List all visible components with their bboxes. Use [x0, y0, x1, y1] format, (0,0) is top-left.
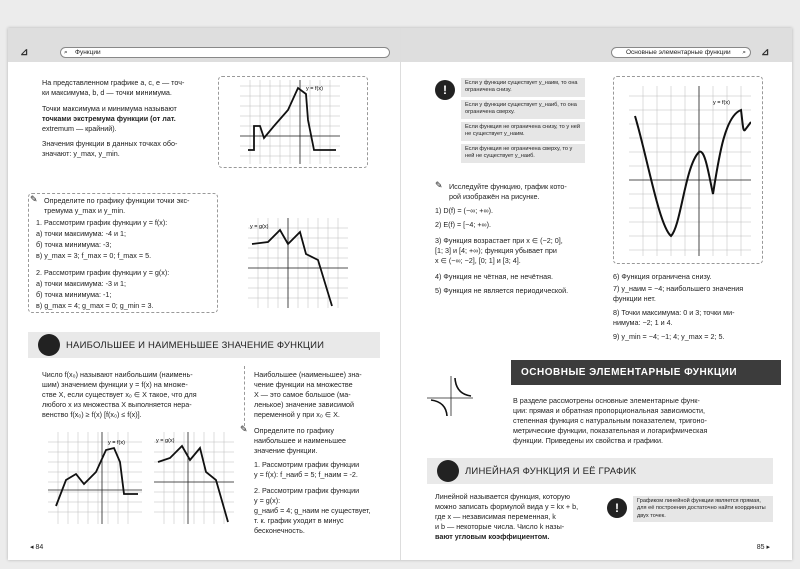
search-field-text: Основные элементарные функции: [626, 49, 731, 56]
result-item: 8) Точки максимума: 0 и 3; точки ми-: [613, 308, 735, 317]
linear-line: вают угловым коэффициентом.: [435, 532, 550, 541]
result-item: 3) Функция возрастает при x ∈ (−2; 0],: [435, 236, 563, 245]
task-item: 2. Рассмотрим график функции y = g(x):: [36, 268, 170, 277]
result-item: 4) Функция не чётная, не нечётная.: [435, 272, 554, 281]
side-note-rule: [244, 366, 248, 426]
result-item: 1) D(f) = (−∞; +∞).: [435, 206, 493, 215]
result-item: функции нет.: [613, 294, 656, 303]
extremum-line: extremum — крайний).: [42, 124, 117, 133]
section-band-linear: [427, 458, 773, 484]
result-item: 5) Функция не является периодической.: [435, 286, 569, 295]
note-box: [633, 496, 773, 522]
chapter-intro-line: ции: прямая и обратная пропорциональная зависимости,: [513, 406, 706, 415]
page-number-value: 84: [35, 543, 44, 551]
logo-icon: ⊿: [761, 47, 770, 58]
page-number: ◂ 84: [30, 543, 44, 551]
note-text: Если у функции существует y_наим, то она ограничена снизу.: [465, 80, 578, 94]
chapter-intro-line: функции. Приведены их свойства и графики.: [513, 436, 664, 445]
pencil-icon: ✎: [30, 194, 38, 204]
graph-explore: [629, 86, 751, 256]
graph-f-extrema: [240, 80, 340, 164]
exclamation-icon: !: [435, 80, 455, 100]
logo-icon: ⊿: [20, 47, 29, 58]
exclamation-icon: !: [607, 498, 627, 518]
result-item: нимума: −2; 1 и 4.: [613, 318, 673, 327]
definition-line: любого x из множества X выполняется нера-: [42, 400, 192, 409]
chapter-title-text: ОСНОВНЫЕ ЭЛЕМЕНТАРНЫЕ ФУНКЦИИ: [521, 367, 738, 378]
note-box: [461, 100, 585, 119]
values-line: значают: y_max, y_min.: [42, 149, 120, 158]
task2-line: Определите по графику: [254, 426, 334, 435]
result-item: 6) Функция ограничена снизу.: [613, 272, 712, 281]
task-item: а) точки максимума: -3 и 1;: [36, 279, 126, 288]
hyperbola-icon: [425, 374, 475, 418]
side-note-line: X — это самое большое (ма-: [254, 390, 351, 399]
values-line: Значения функции в данных точках обо-: [42, 139, 178, 148]
side-note-line: переменной y при x₀ ∈ X.: [254, 410, 340, 419]
left-page: [8, 28, 400, 560]
task2-item: бесконечность.: [254, 526, 305, 535]
result-item: x ∈ (−∞; −2], [0; 1] и [3; 4].: [435, 256, 521, 265]
note-box: [461, 122, 585, 141]
explore-line: Исследуйте функцию, график кото-: [449, 182, 567, 191]
graph-f-label: y = f(x): [306, 86, 323, 92]
graph-f-label: y = f(x): [108, 440, 125, 446]
search-field-text: Функции: [75, 49, 101, 56]
graph-g-label: y = g(x): [156, 438, 175, 444]
page-number-value: 85: [756, 543, 765, 551]
task-line: Определите по графику функции точки экс-: [44, 196, 190, 205]
chapter-intro-line: В разделе рассмотрены основные элементарные функ-: [513, 396, 700, 405]
task2-item: y = f(x): f_наиб = 5; f_наим = -2.: [254, 470, 358, 479]
right-header-bar: [401, 28, 792, 62]
side-note-line: чение функции на множестве: [254, 380, 353, 389]
search-icon: ⌕: [742, 49, 746, 56]
task-item: б) точка минимума: -3;: [36, 240, 112, 249]
note-box: [461, 78, 585, 97]
chapter-intro-line: метрические функции, показательная и логарифмическая: [513, 426, 708, 435]
chapter-title: [511, 360, 781, 385]
definition-line: стве X, если существует x₀ ∈ X такое, что для: [42, 390, 197, 399]
linear-line: где x — независимая переменная, k: [435, 512, 556, 521]
task2-line: значение функции.: [254, 446, 318, 455]
task2-item: 1. Рассмотрим график функции: [254, 460, 360, 469]
result-item: [1; 3] и [4; +∞); функция убывает при: [435, 246, 557, 255]
search-field[interactable]: [611, 47, 751, 58]
task-item: б) точка минимума: -1;: [36, 290, 112, 299]
search-icon: ⌕: [64, 49, 68, 56]
result-item: 9) y_min = −4; −1; 4; y_max = 2; 5.: [613, 332, 725, 341]
graph-label: y = f(x): [713, 100, 730, 106]
definition-line: венство f(x₀) ≥ f(x) [f(x₀) ≤ f(x)].: [42, 410, 142, 419]
reader-avatar-icon: [437, 460, 459, 482]
task-item: а) точки максимума: -4 и 1;: [36, 229, 126, 238]
task2-item: 2. Рассмотрим график функции: [254, 486, 360, 495]
side-note-line: Наибольшее (наименьшее) зна-: [254, 370, 362, 379]
book-spread: [8, 28, 792, 560]
explore-line: рой изображён на рисунке.: [449, 192, 540, 201]
left-header-bar: [8, 28, 400, 62]
graph-g-extrema: [248, 218, 348, 308]
linear-line: Линейной называется функция, которую: [435, 492, 570, 501]
linear-line: можно записать формулой вида y = kx + b,: [435, 502, 579, 511]
chapter-intro-line: степенная функция с натуральным показателем, тригоно-: [513, 416, 707, 425]
side-note-line: ленькое) значение зависимой: [254, 400, 355, 409]
search-field[interactable]: [60, 47, 390, 58]
graph-g-label: y = g(x): [250, 224, 269, 230]
extremum-line: точками экстремума функции (от лат.: [42, 114, 176, 123]
intro-line: На представленном графике a, c, e — точ-: [42, 78, 185, 87]
extremum-line: Точки максимума и минимума называют: [42, 104, 177, 113]
note-box: [461, 144, 585, 163]
note-text: Графиком линейной функции является прямая, для её построения достаточно найти координаты двух точек.: [637, 498, 766, 519]
task2-line: наибольшее и наименьшее: [254, 436, 347, 445]
section-title: ЛИНЕЙНАЯ ФУНКЦИЯ И ЕЁ ГРАФИК: [465, 466, 637, 477]
graph-f-maxmin: [48, 432, 142, 524]
right-page: [400, 28, 792, 560]
intro-line: ки максимума, b, d — точки минимума.: [42, 88, 172, 97]
note-text: Если функция не ограничена снизу, то у ней не существует y_наим.: [465, 124, 581, 138]
note-text: Если функция не ограничена сверху, то у ней не существует y_наиб.: [465, 146, 573, 160]
definition-line: шим) значением функции y = f(x) на множе-: [42, 380, 188, 389]
result-item: 2) E(f) = [−4; +∞).: [435, 220, 492, 229]
task2-item: g_наиб = 4; g_наим не существует,: [254, 506, 371, 515]
section-band-max-min: [28, 332, 380, 358]
task-item: в) g_max = 4; g_max = 0; g_min = 3.: [36, 301, 154, 310]
linear-line: и b — некоторые числа. Число k назы-: [435, 522, 565, 531]
task-item: 1. Рассмотрим график функции y = f(x):: [36, 218, 168, 227]
task2-item: т. к. график уходит в минус: [254, 516, 344, 525]
section-title: НАИБОЛЬШЕЕ И НАИМЕНЬШЕЕ ЗНАЧЕНИЕ ФУНКЦИИ: [66, 340, 325, 351]
graph-g-maxmin: [154, 432, 234, 524]
pencil-icon: ✎: [435, 180, 443, 190]
task2-item: y = g(x):: [254, 496, 281, 505]
note-text: Если у функции существует y_наиб, то она ограничена сверху.: [465, 102, 577, 116]
reader-avatar-icon: [38, 334, 60, 356]
task-line: тремума y_max и y_min.: [44, 206, 126, 215]
page-number: 85 ▸: [756, 543, 770, 551]
definition-line: Число f(x₀) называют наибольшим (наимень-: [42, 370, 193, 379]
result-item: 7) y_наим = −4; наибольшего значения: [613, 284, 744, 293]
pencil-icon: ✎: [240, 424, 248, 434]
task-item: в) y_max = 3; f_max = 0; f_max = 5.: [36, 251, 152, 260]
